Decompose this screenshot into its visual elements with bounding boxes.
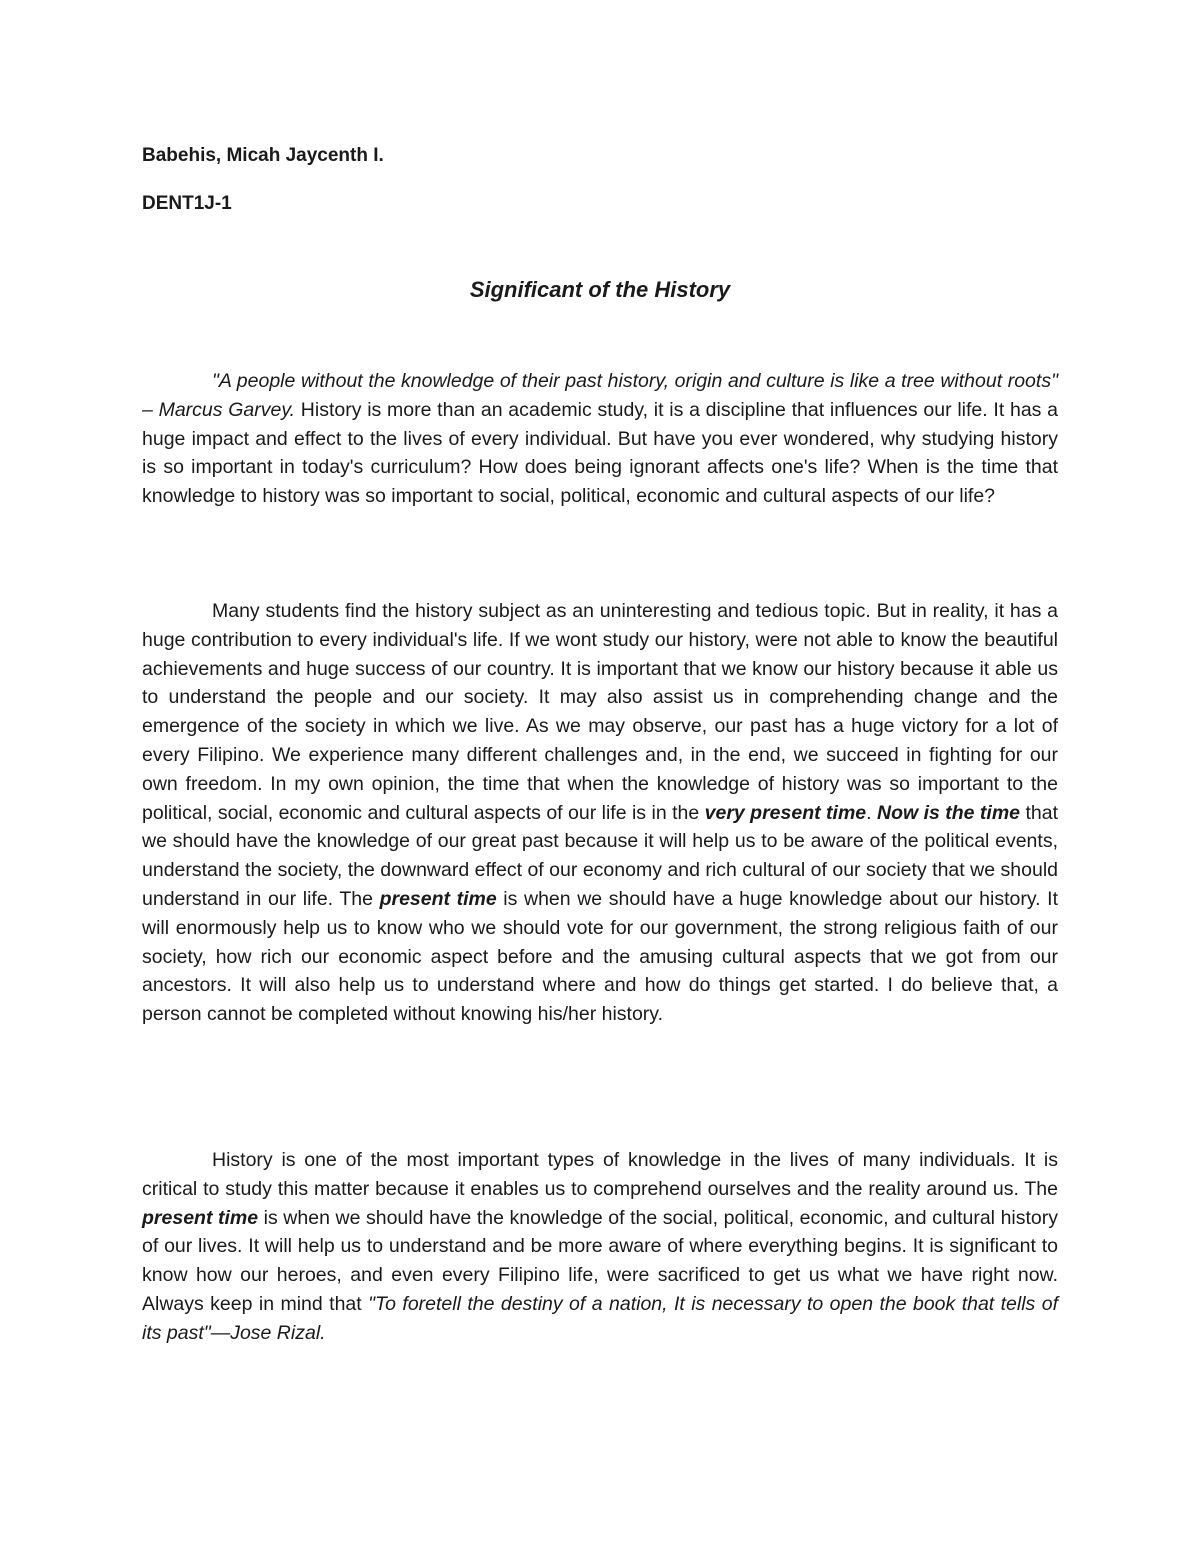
paragraph-2-text-1: Many students find the history subject as an uninteresting and tedious topic. But in reality, it has a huge contribution to every individual's life. If we wont study our history, were not able to know the beautiful achievements and huge success of our country. It is important that we know our history because it able us to understand the people and our society. It may also assist us in comprehending change and the emergence of the society in which we live. As we may observe, our past has a huge victory for a lot of every Filipino. We experience many different challenges and, in the end, we succeed in fighting for our own freedom. In my own opinion, the time that when the knowledge of history was so important to the political, social, economic and cultural aspects of our life is in the [142, 600, 1058, 824]
emphasis-present-time: present time [142, 1206, 259, 1229]
emphasis-very-present-time: very present time [704, 801, 867, 824]
author-name: Babehis, Micah Jaycenth I. [142, 145, 384, 166]
emphasis-now-is-the-time: Now is the time [876, 801, 1021, 824]
document-title: Significant of the History [469, 277, 731, 302]
paragraph-3 [142, 1146, 1058, 1348]
paragraph-2-text-3: that we should have the knowledge of our great past because it will help us to be aware of the political events, understand the society, the downward effect of our economy and rich cultural of our society that we should understand in our life. The [142, 801, 1058, 910]
section-code: DENT1J-1 [142, 193, 232, 214]
paragraph-2-text-2: . [866, 801, 877, 824]
closing-quote: "To foretell the destiny of a nation, It is necessary to open the book that tells of its past"—Jose Rizal. [142, 1292, 1058, 1344]
emphasis-present-time: present time [379, 887, 497, 910]
paragraph-3-text-2: is when we should have the knowledge of the social, political, economic, and cultural history of our lives. It will help us to understand and be more aware of where everything begins. It is significant to know how our heroes, and even every Filipino life, were sacrificed to get us what we have right now. Always keep in mind that [142, 1206, 1059, 1315]
paragraph-1-text: History is more than an academic study, it is a discipline that influences our life. It has a huge impact and effect to the lives of every individual. But have you ever wondered, why studying history is so important in today's curriculum? How does being ignorant affects one's life? When is the time that knowledge to history was so important to social, political, economic and cultural aspects of our life? [142, 398, 1058, 508]
opening-quote: "A people without the knowledge of their past history, origin and culture is like a tree without roots" – Marcus Garvey. [142, 370, 1058, 421]
paragraph-2-text-4: is when we should have a huge knowledge about our history. It will enormously help us to know who we should vote for our government, the strong religious faith of our society, how rich our economic aspect before and the amusing cultural aspects that we got from our ancestors. It will also help us to understand where and how do things get started. I do believe that, a person cannot be completed without knowing his/her history. [142, 887, 1058, 1026]
paragraph-3-text-1: History is one of the most important types of knowledge in the lives of many individuals. It is critical to study this matter because it enables us to comprehend ourselves and the reality around us. The [142, 1149, 1058, 1200]
paragraph-2 [142, 597, 1058, 1029]
paragraph-1 [142, 367, 1058, 511]
